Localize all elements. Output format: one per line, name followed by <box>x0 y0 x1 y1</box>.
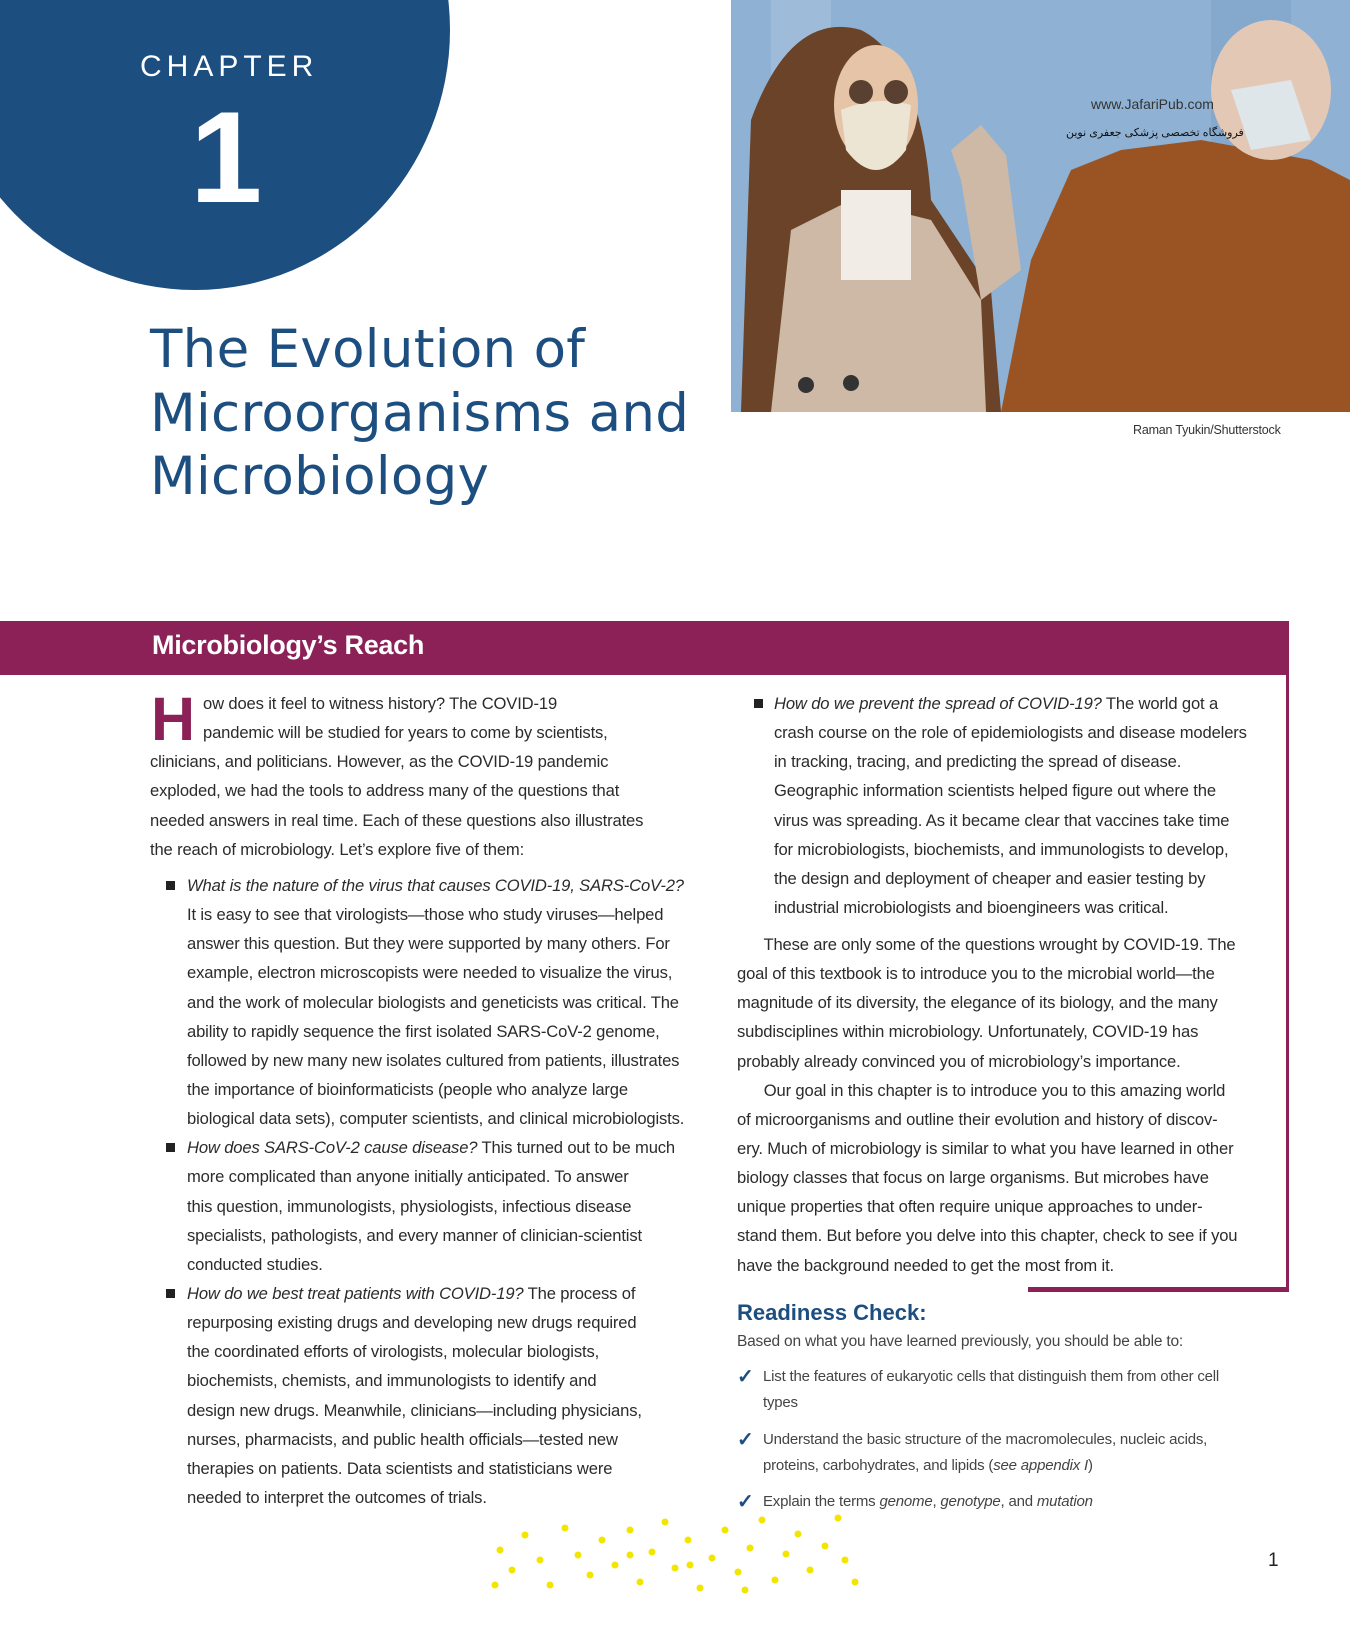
text: pandemic will be studied for years to come by scientists, <box>203 723 608 743</box>
italic-text: How does SARS-CoV-2 cause disease? <box>187 1138 478 1158</box>
italic-text: see appendix I <box>993 1457 1089 1474</box>
bullet-icon <box>166 1289 175 1298</box>
text-line <box>187 958 684 987</box>
photo-credit: Raman Tyukin/Shutterstock <box>1133 423 1281 437</box>
text-line <box>763 1364 1219 1390</box>
dot <box>649 1549 656 1556</box>
text: the coordinated efforts of virologists, molecular biologists, <box>187 1342 600 1362</box>
text: have the background needed to get the most from it. <box>737 1255 1115 1275</box>
dot <box>562 1525 569 1532</box>
text: for microbiologists, biochemists, and immunologists to develop, <box>774 839 1229 859</box>
chapter-number: 1 <box>190 84 263 230</box>
text: in tracking, tracing, and predicting the spread of disease. <box>774 752 1182 772</box>
readiness-item-text <box>763 1364 1219 1416</box>
section-frame-right <box>1286 675 1289 1291</box>
text: biological data sets), computer scientists, and clinical microbiologists. <box>187 1109 685 1129</box>
intro-paragraph <box>150 685 644 864</box>
text: needed to interpret the outcomes of trials. <box>187 1487 487 1507</box>
text: List the features of eukaryotic cells that distinguish them from other cell <box>763 1368 1220 1385</box>
watermark-tagline: فروشگاه تخصصی پزشکی جعفری نوین <box>1066 127 1244 139</box>
text: and the work of molecular biologists and geneticists was critical. The <box>187 992 679 1012</box>
text: ) <box>1088 1457 1093 1474</box>
italic-text: How do we best treat patients with COVID-19? <box>187 1283 524 1303</box>
text-line <box>774 806 1247 835</box>
text: ery. Much of microbiology is similar to what you have learned in other <box>737 1138 1234 1158</box>
chapter-title <box>150 318 689 509</box>
dot <box>685 1537 692 1544</box>
text: the importance of bioinformaticists (people who analyze large <box>187 1079 628 1099</box>
text-line <box>737 1076 1237 1105</box>
dot <box>735 1569 742 1576</box>
text-line <box>187 1250 684 1279</box>
text-line <box>737 988 1237 1017</box>
right-bullet-list <box>774 689 1247 922</box>
text-line <box>150 835 643 864</box>
text-line <box>150 747 643 776</box>
text: Our goal in this chapter is to introduce you to this amazing world <box>737 1080 1226 1100</box>
text: proteins, carbohydrates, and lipids ( <box>763 1457 994 1474</box>
text: subdisciplines within microbiology. Unfortunately, COVID-19 has <box>737 1022 1199 1042</box>
text: The process of <box>523 1283 636 1303</box>
text-line <box>187 1454 684 1483</box>
photo-illustration <box>731 0 1350 412</box>
text-line <box>187 1133 684 1162</box>
text: Explain the terms <box>763 1493 880 1510</box>
checkmark-icon: ✓ <box>737 1491 754 1513</box>
text-line <box>737 1221 1237 1250</box>
text: needed answers in real time. Each of these questions also illustrates <box>150 810 644 830</box>
dot <box>835 1515 842 1522</box>
left-bullet-list <box>187 871 684 1512</box>
checkmark-icon: ✓ <box>737 1429 754 1451</box>
text-line <box>187 1104 684 1133</box>
text: industrial microbiologists and bioengineers was critical. <box>774 897 1169 917</box>
readiness-item-text <box>763 1427 1207 1479</box>
text: goal of this textbook is to introduce you to the microbial world—the <box>737 964 1215 984</box>
text: ow does it feel to witness history? The COVID-19 <box>203 694 558 713</box>
text-line <box>763 1427 1207 1453</box>
text-line <box>774 835 1247 864</box>
text: design new drugs. Meanwhile, clinicians—including physicians, <box>187 1400 642 1420</box>
text-line <box>187 1075 684 1104</box>
text-line <box>737 959 1237 988</box>
readiness-title: Readiness Check: <box>737 1300 927 1325</box>
section-title: Microbiology’s Reach <box>152 630 425 660</box>
dot <box>662 1519 669 1526</box>
text: example, electron microscopists were needed to visualize the virus, <box>187 963 673 983</box>
text-line <box>187 1483 684 1512</box>
text: biochemists, chemists, and immunologists to identify and <box>187 1371 597 1391</box>
text-line <box>187 1308 684 1337</box>
dot <box>709 1555 716 1562</box>
text: conducted studies. <box>187 1254 323 1274</box>
dot <box>842 1557 849 1564</box>
text: exploded, we had the tools to address many of the questions that <box>150 781 620 801</box>
text-line <box>187 1279 684 1308</box>
text-line <box>187 929 684 958</box>
text-line <box>187 988 684 1017</box>
text: answer this question. But they were supported by many others. For <box>187 934 670 954</box>
text: types <box>763 1394 798 1411</box>
text: of microorganisms and outline their evolution and history of discov- <box>737 1109 1218 1129</box>
text-line <box>187 1162 684 1191</box>
text-line <box>187 900 684 929</box>
text-line <box>737 1134 1237 1163</box>
dot <box>492 1582 499 1589</box>
section-frame-bottom <box>1028 1287 1289 1292</box>
text: ability to rapidly sequence the first isolated SARS-CoV-2 genome, <box>187 1021 660 1041</box>
dot <box>697 1585 704 1592</box>
dot <box>587 1572 594 1579</box>
dot <box>795 1531 802 1538</box>
dot <box>509 1567 516 1574</box>
text: repurposing existing drugs and developing new drugs required <box>187 1313 637 1333</box>
text-line <box>187 1017 684 1046</box>
text-line <box>187 1221 684 1250</box>
text-line <box>187 1192 684 1221</box>
text-line <box>763 1453 1207 1479</box>
text: unique properties that often require unique approaches to under- <box>737 1197 1203 1217</box>
text: Understand the basic structure of the macromolecules, nucleic acids, <box>763 1431 1208 1448</box>
italic-text: What is the nature of the virus that causes COVID-19, SARS-CoV-2? <box>187 876 684 895</box>
dot <box>522 1532 529 1539</box>
text: crash course on the role of epidemiologists and disease modelers <box>774 723 1247 743</box>
decorative-dots <box>490 1510 870 1600</box>
bullet-icon <box>166 1143 175 1152</box>
dot <box>687 1562 694 1569</box>
text-line <box>737 1192 1237 1221</box>
text-line <box>763 1390 1219 1416</box>
dot <box>783 1551 790 1558</box>
text-line <box>774 689 1247 718</box>
page-number: 1 <box>1268 1550 1279 1571</box>
readiness-item <box>737 1427 1207 1479</box>
checkmark-icon: ✓ <box>737 1366 754 1388</box>
text: nurses, pharmacists, and public health officials—tested new <box>187 1429 618 1449</box>
text: biology classes that focus on large organisms. But microbes have <box>737 1168 1209 1188</box>
dot <box>627 1552 634 1559</box>
text: clinicians, and politicians. However, as the COVID-19 pandemic <box>150 752 609 772</box>
dot <box>807 1567 814 1574</box>
dot <box>852 1579 859 1586</box>
text: , <box>932 1493 941 1510</box>
bullet-icon <box>166 881 175 890</box>
text-line <box>150 806 643 835</box>
text-line <box>187 1425 684 1454</box>
dot <box>547 1582 554 1589</box>
chapter-photo <box>731 0 1350 412</box>
text-line <box>774 893 1247 922</box>
text-line <box>737 930 1237 959</box>
text: stand them. But before you delve into this chapter, check to see if you <box>737 1226 1238 1246</box>
text-line <box>150 689 643 718</box>
dot <box>759 1517 766 1524</box>
dot <box>612 1562 619 1569</box>
dot <box>772 1577 779 1584</box>
readiness-subtitle: Based on what you have learned previously, you should be able to: <box>737 1333 1183 1350</box>
dot <box>822 1543 829 1550</box>
dot <box>599 1537 606 1544</box>
text: magnitude of its diversity, the elegance of its biology, and the many <box>737 993 1218 1013</box>
text: Geographic information scientists helped figure out where the <box>774 781 1216 801</box>
text: , and <box>1000 1493 1037 1510</box>
drop-cap: H <box>151 685 196 753</box>
text: the design and deployment of cheaper and easier testing by <box>774 868 1206 888</box>
italic-text: mutation <box>1036 1493 1093 1510</box>
text: this question, immunologists, physiologists, infectious disease <box>187 1196 632 1216</box>
text: followed by new many new isolates cultured from patients, illustrates <box>187 1050 680 1070</box>
dot <box>672 1565 679 1572</box>
text: The world got a <box>1101 694 1219 713</box>
text: virus was spreading. As it became clear that vaccines take time <box>774 810 1230 830</box>
text: This turned out to be much <box>477 1138 676 1158</box>
chapter-label: CHAPTER <box>140 50 319 83</box>
text-line <box>774 718 1247 747</box>
text: the reach of microbiology. Let’s explore five of them: <box>150 839 525 859</box>
italic-text: genotype <box>940 1493 1001 1510</box>
text: specialists, pathologists, and every manner of clinician-scientist <box>187 1225 642 1245</box>
title-line: Microorganisms and <box>150 382 690 444</box>
text: more complicated than anyone initially anticipated. To answer <box>187 1167 629 1187</box>
text-line <box>737 1017 1237 1046</box>
text-line <box>774 864 1247 893</box>
dot <box>627 1527 634 1534</box>
text: It is easy to see that virologists—those who study viruses—helped <box>187 905 664 925</box>
watermark-url: www.JafariPub.com <box>1091 96 1214 112</box>
text-line <box>187 1396 684 1425</box>
dot <box>637 1579 644 1586</box>
text-line <box>737 1105 1237 1134</box>
dot <box>742 1587 749 1594</box>
text-line <box>187 1337 684 1366</box>
text: probably already convinced you of microbiology’s importance. <box>737 1051 1181 1071</box>
text-line <box>774 747 1247 776</box>
text-line <box>187 1046 684 1075</box>
title-line: Microbiology <box>150 446 490 507</box>
text: These are only some of the questions wrought by COVID-19. The <box>737 935 1236 954</box>
text-line <box>150 776 643 805</box>
dot <box>497 1547 504 1554</box>
text-line <box>737 1163 1237 1192</box>
italic-text: genome <box>879 1493 933 1510</box>
bullet-icon <box>754 699 763 708</box>
title-line: The Evolution of <box>150 319 586 380</box>
right-paragraphs <box>737 930 1237 1280</box>
text-line <box>737 1047 1237 1076</box>
dot <box>747 1545 754 1552</box>
text-line <box>774 776 1247 805</box>
dot <box>722 1527 729 1534</box>
dot <box>575 1552 582 1559</box>
italic-text: How do we prevent the spread of COVID-19? <box>774 694 1102 713</box>
dot <box>537 1557 544 1564</box>
text: therapies on patients. Data scientists and statisticians were <box>187 1458 613 1478</box>
readiness-item <box>737 1364 1219 1416</box>
text-line <box>187 871 684 900</box>
text-line <box>187 1366 684 1395</box>
text-line <box>737 1251 1237 1280</box>
text-line <box>150 718 643 747</box>
